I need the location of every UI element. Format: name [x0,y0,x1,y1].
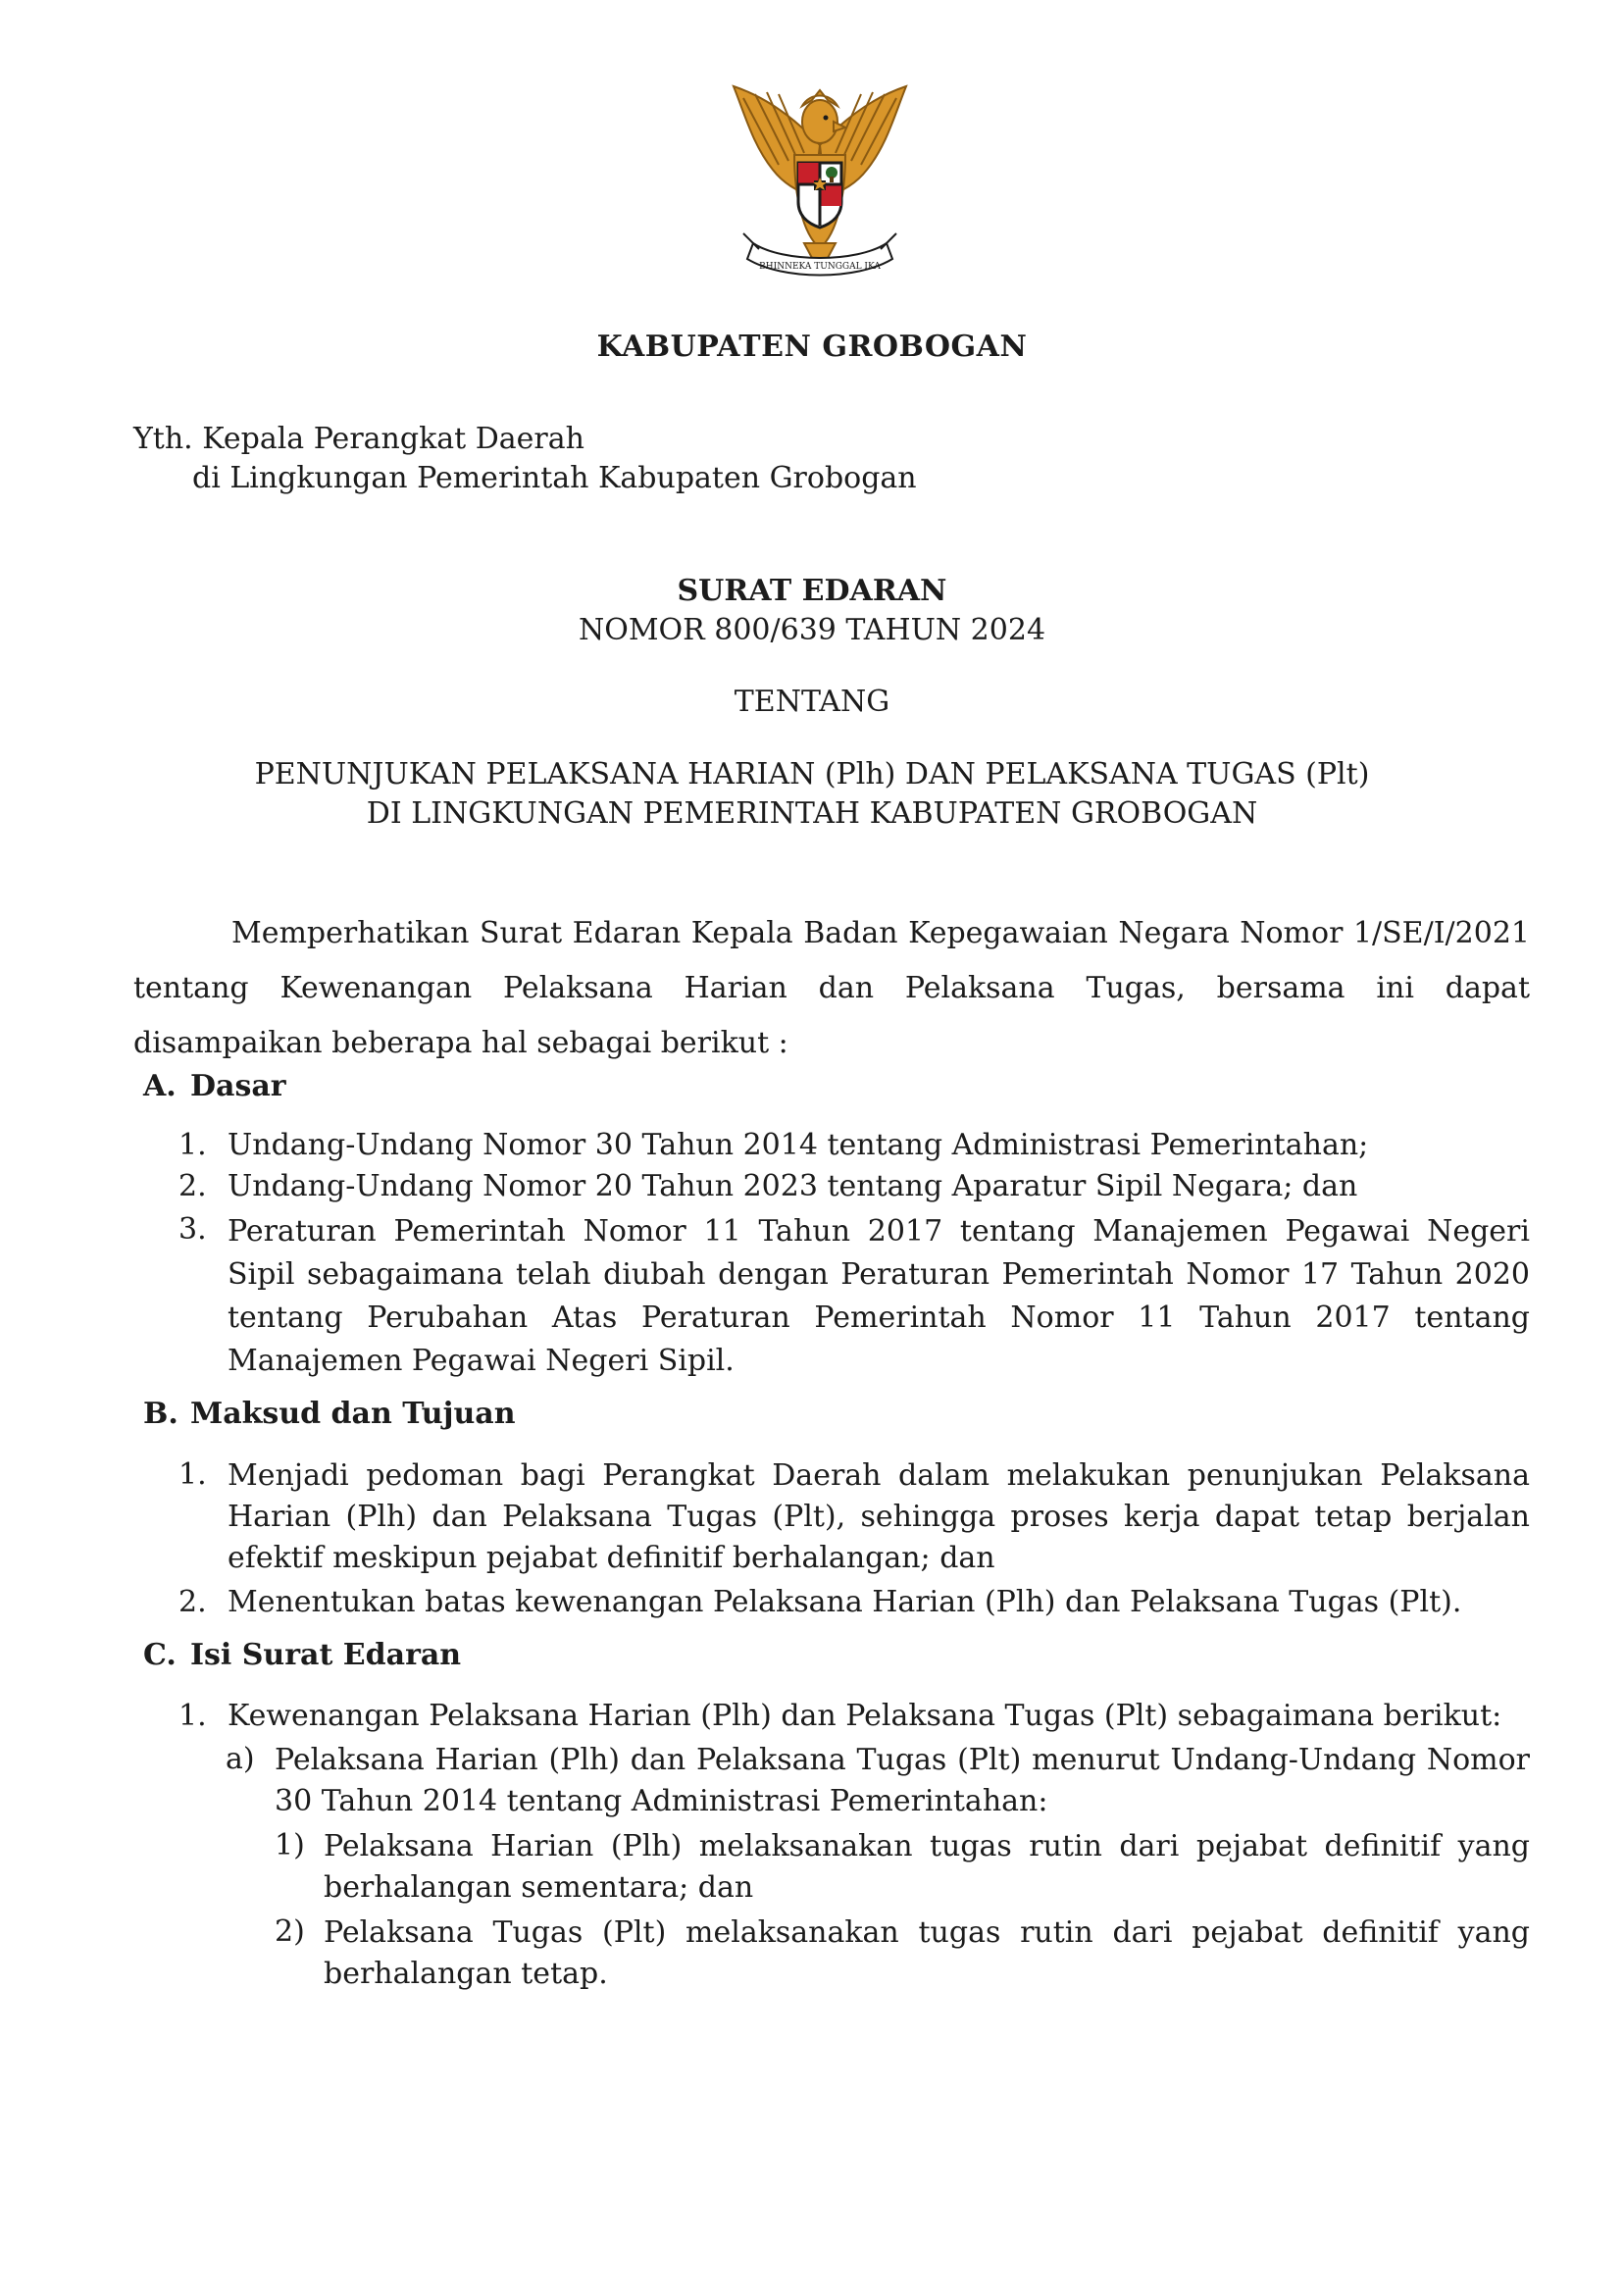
list-text: Menentukan batas kewenangan Pelaksana Harian (Plh) dan Pelaksana Tugas (Plt). [228,1585,1462,1619]
section-b-letter: B. [143,1397,178,1431]
section-c-heading [143,1638,461,1672]
section-a-letter: A. [143,1069,177,1103]
list-number: a) [226,1742,255,1776]
circular-subject [0,755,1624,834]
addressee-line-2: di Lingkungan Pemerintah Kabupaten Grobogan [192,461,917,495]
list-text: Kewenangan Pelaksana Harian (Plh) dan Pelaksana Tugas (Plt) sebagaimana berikut: [228,1699,1502,1733]
list-text: Undang-Undang Nomor 30 Tahun 2014 tentang Administrasi Pemerintahan; [228,1128,1369,1162]
list-number: 1. [178,1699,207,1733]
section-c-title: Isi Surat Edaran [190,1638,462,1672]
svg-text:BHINNEKA TUNGGAL IKA: BHINNEKA TUNGGAL IKA [759,262,881,272]
list-number: 3. [178,1212,207,1247]
subject-line-1: PENUNJUKAN PELAKSANA HARIAN (Plh) DAN PELAKSANA TUGAS (Plt) [254,757,1370,791]
list-text: Pelaksana Tugas (Plt) melaksanakan tugas rutin dari pejabat definitif yang berhalangan tetap. [324,1915,1530,1991]
list-text: Pelaksana Harian (Plh) melaksanakan tugas rutin dari pejabat definitif yang berhalangan sementara; dan [324,1829,1530,1905]
subject-line-2: DI LINGKUNGAN PEMERINTAH KABUPATEN GROBOGAN [366,796,1258,831]
intro-paragraph: Memperhatikan Surat Edaran Kepala Badan Kepegawaian Negara Nomor 1/SE/I/2021 tentang Kewenangan Pelaksana Harian dan Pelaksana Tugas, bersama ini dapat disampaikan beberapa hal sebagai berikut : [133,916,1530,1060]
list-text: Menjadi pedoman bagi Perangkat Daerah dalam melakukan penunjukan Pelaksana Harian (Plh) dan Pelaksana Tugas (Plt), sehingga proses kerja dapat tetap berjalan efektif meskipun pejabat definitif berhalangan; dan [228,1458,1530,1575]
addressee-line-1: Yth. Kepala Perangkat Daerah [133,422,584,456]
section-b-title: Maksud dan Tujuan [190,1397,516,1431]
list-number: 2) [275,1914,305,1949]
list-number: 2. [178,1585,207,1619]
circular-title: SURAT EDARAN [677,574,947,608]
section-a-heading [143,1069,286,1103]
list-text: Peraturan Pemerintah Nomor 11 Tahun 2017 tentang Manajemen Pegawai Negeri Sipil sebagaimana telah diubah dengan Peraturan Pemerintah Nomor 17 Tahun 2020 tentang Perubahan Atas Peraturan Pemerintah Nomor 11 Tahun 2017 tentang Manajemen Pegawai Negeri Sipil. [228,1214,1530,1378]
circular-about: TENTANG [734,685,890,719]
list-number: 1) [275,1828,305,1862]
garuda-emblem-icon [724,76,916,292]
list-number: 2. [178,1169,207,1203]
section-a-title: Dasar [190,1069,286,1103]
list-text: Pelaksana Harian (Plh) dan Pelaksana Tugas (Plt) menurut Undang-Undang Nomor 30 Tahun 2014 tentang Administrasi Pemerintahan: [275,1743,1530,1818]
addressee-block [133,420,917,498]
section-c-letter: C. [143,1638,177,1672]
section-b-heading [143,1397,516,1431]
list-number: 1. [178,1128,207,1162]
list-number: 1. [178,1457,207,1492]
region-title: KABUPATEN GROBOGAN [596,330,1028,364]
list-text: Undang-Undang Nomor 20 Tahun 2023 tentang Aparatur Sipil Negara; dan [228,1169,1358,1203]
circular-number: NOMOR 800/639 TAHUN 2024 [578,613,1046,647]
